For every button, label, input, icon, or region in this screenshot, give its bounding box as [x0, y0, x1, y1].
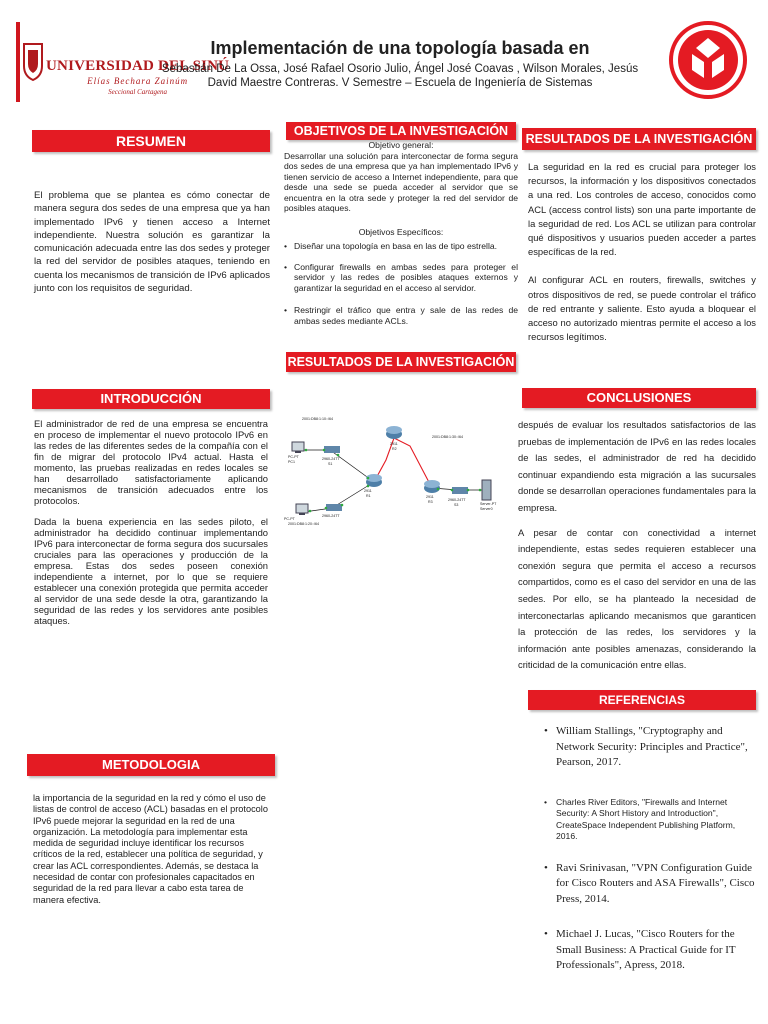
r3-label: 2911 [426, 495, 434, 499]
r3-name: R3 [428, 500, 433, 504]
pc1-label: PC-PT [288, 455, 299, 459]
objetivos-especificos-label: Objetivos Específicos: [358, 226, 444, 237]
resultados-mid-header: RESULTADOS DE LA INVESTIGACIÓN [286, 352, 516, 372]
r1-name: R1 [366, 494, 371, 498]
server-label: Server-PT [480, 502, 497, 506]
resumen-text: El problema que se plantea es cómo conectar de manera segura dos sedes de una empresa que ya han implementado IPv6 y tienen acceso a Internet independiente. Nuestra solución es garantizar la comunicación adecuada entre las dos sedes y proteger la red del servidor de posibles ataques, teniendo en cuenta los mecanismos de transición de IPv6 aplicados junto con los requisitos de seguridad. [34, 190, 270, 295]
university-shield-icon [22, 42, 44, 82]
r2-name: R2 [392, 447, 397, 451]
introduccion-header: INTRODUCCIÓN [32, 389, 270, 409]
conclusiones-header: CONCLUSIONES [522, 388, 756, 408]
sw3-label: 2960-24TT [448, 498, 466, 502]
bullet-icon: • [544, 928, 548, 940]
reference-item: • Ravi Srinivasan, "VPN Configuration Guide for Cisco Routers and ASA Firewalls", Cisco Press, 2014. [544, 861, 755, 905]
poster-title: Implementación de una topología basada en [210, 38, 590, 58]
sw1-name: S1 [328, 462, 333, 466]
r1-label: 2911 [364, 489, 372, 493]
objetivos-header: OBJETIVOS DE LA INVESTIGACIÓN [286, 122, 516, 140]
university-subtitle: Elías Bechara Zainúm [87, 76, 189, 86]
metodologia-header: METODOLOGIA [27, 754, 275, 776]
conclusiones-paragraph: después de evaluar los resultados satisfactorios de las pruebas de implementación de IPv6 en las redes locales de las sedes, el administrador de red ha decidido continuar expandiendo esta migración a las sucursales donde se desarrollan operaciones fundamentales para la empresa. [518, 419, 756, 513]
objetivos-especificos-list [284, 241, 518, 326]
sw2-label: 2960-24TT [322, 514, 340, 518]
introduccion-body [34, 418, 268, 626]
introduccion-paragraph: Dada la buena experiencia en las sedes piloto, el administrador ha decidido continuar implementando IPv6 para interconectar de forma segura dos sucursales cruciales para las operaciones y producción de la empresa. Estas dos sedes poseen conexión independiente a internet, por lo que se requiere establecer una conexión protegida que permita acceder al servidor de una sede desde la otra, garantizando la seguridad de las redes y los servidores ante posibles ataques. [34, 516, 268, 626]
pc1-name: PC1 [288, 460, 295, 464]
list-item: • Configurar firewalls en ambas sedes para proteger el servidor y las redes de posibles ataques externos y garantizar la seguridad en el acceso al servidor. [284, 262, 518, 294]
bullet-icon: • [544, 796, 548, 807]
references-list [544, 724, 756, 974]
authors-line-2: David Maestre Contreras. V Semestre – Escuela de Ingeniería de Sistemas [207, 77, 593, 89]
authors-line-1: Sebastián De La Ossa, José Rafael Osorio Julio, Ángel José Coavas , Wilson Morales, Jesús [161, 63, 639, 75]
net-label: 2001:DB8:1:20::/64 [288, 522, 319, 526]
conclusiones-body [518, 417, 756, 674]
sw1-label: 2960-24TT [322, 457, 340, 461]
left-accent-bar [16, 22, 20, 102]
server-name: Server0 [480, 507, 493, 511]
net-label: 2001:DB8:1:30::/64 [432, 435, 463, 439]
pc2-label: PC-PT [284, 517, 295, 521]
metodologia-text: la importancia de la seguridad en la red y cómo el uso de listas de control de acceso (ACL) basadas en el protocolo IPv6 puede mejorar la seguridad en la red de una organización. La metodología para implementar esta medida de seguridad incluye identificar los recursos críticos de la red, establecer una política de seguridad, y crear las ACL correspondientes. Además, se destaca la necesidad de contar con profesionales capacitados en seguridad de la red para llevar a cabo esta tarea de manera efectiva. [33, 793, 268, 905]
introduccion-paragraph: El administrador de red de una empresa se encuentra en proceso de implementar el nuevo protocolo IPv6 en las redes de las diferentes sedes de la compañía con el fin de migrar del protocolo IPv4 actual. Hasta el momento, las pruebas realizadas en redes locales se han desarrollado satisfactoriamente aplicando mecanismos de transición adecuados entre los protocolos. [34, 418, 268, 506]
brand-emblem-icon [668, 20, 748, 100]
r2-label: 2911 [390, 442, 398, 446]
sw3-name: S3 [454, 503, 459, 507]
poster-header [160, 38, 640, 90]
objetivo-general-label: Objetivo general: [368, 140, 434, 150]
reference-item: • William Stallings, "Cryptography and Network Security: Principles and Practice", Pearson, 2017. [544, 725, 748, 768]
resultados-right-body [528, 160, 756, 344]
university-logo [22, 42, 44, 87]
reference-item: • Charles River Editors, "Firewalls and Internet Security: A Short History and Introduction", CreateSpace Independent Publishing Platform, 2016. [544, 796, 736, 841]
list-item: • Diseñar una topología en basa en las de tipo estrella. [284, 241, 518, 252]
university-campus: Seccional Cartagena [108, 88, 168, 96]
list-item: • Restringir el tráfico que entra y sale de las redes de ambas sedes mediante ACLs. [284, 305, 518, 326]
brand-emblem [668, 20, 748, 105]
resumen-header: RESUMEN [32, 130, 270, 152]
resultados-paragraph: Al configurar ACL en routers, firewalls, switches y otros dispositivos de red, se puede controlar el tráfico de red entrante y saliente. Esto ayuda a bloquear el acceso no autorizado mientras permite el acceso a los recursos legítimos. [528, 274, 756, 343]
network-topology-diagram [282, 410, 512, 530]
reference-item: • Michael J. Lucas, "Cisco Routers for the Small Business: A Practical Guide for IT Professionals", Apress, 2018. [544, 928, 736, 971]
conclusiones-paragraph: A pesar de contar con conectividad a internet independiente, estas sedes requieren establecer una conexión segura que permita el acceso a recursos compartidos, como es el caso del servidor en una de las sedes. Por ello, se ha planteado la necesidad de interconectarlas aplicando mecanismos que garanticen la protección de las redes, los servidores y la información ante posibles amenazas, considerando la criticidad de la comunicación entre ellas. [518, 526, 756, 671]
objetivos-body [284, 140, 518, 336]
objetivo-general-text: Desarrollar una solución para interconectar de forma segura dos sedes de una empresa que ya han implementado IPv6 y tienen servicio de acceso a Internet independiente, para que desde una sede se pueda acceder al servidor que se encuentra en la otra sede y proteger la red del servidor de posibles ataques. [284, 150, 518, 213]
resultados-right-header: RESULTADOS DE LA INVESTIGACIÓN [522, 128, 756, 150]
bullet-icon: • [544, 725, 548, 737]
university-name: UNIVERSIDAD DEL SINÚ [46, 58, 230, 74]
resultados-paragraph: La seguridad en la red es crucial para proteger los recursos, la información y los dispositivos conectados a una red. Los controles de acceso, conocidos como ACL (access control lists) son una parte importante de la seguridad de red. Los ACL se utilizan para controlar qué dispositivos y usuarios pueden acceder a partes específicas de la red. [528, 161, 756, 258]
bullet-icon: • [544, 861, 548, 874]
net-label: 2001:DB8:1:10::/64 [302, 417, 333, 421]
referencias-header: REFERENCIAS [528, 690, 756, 710]
